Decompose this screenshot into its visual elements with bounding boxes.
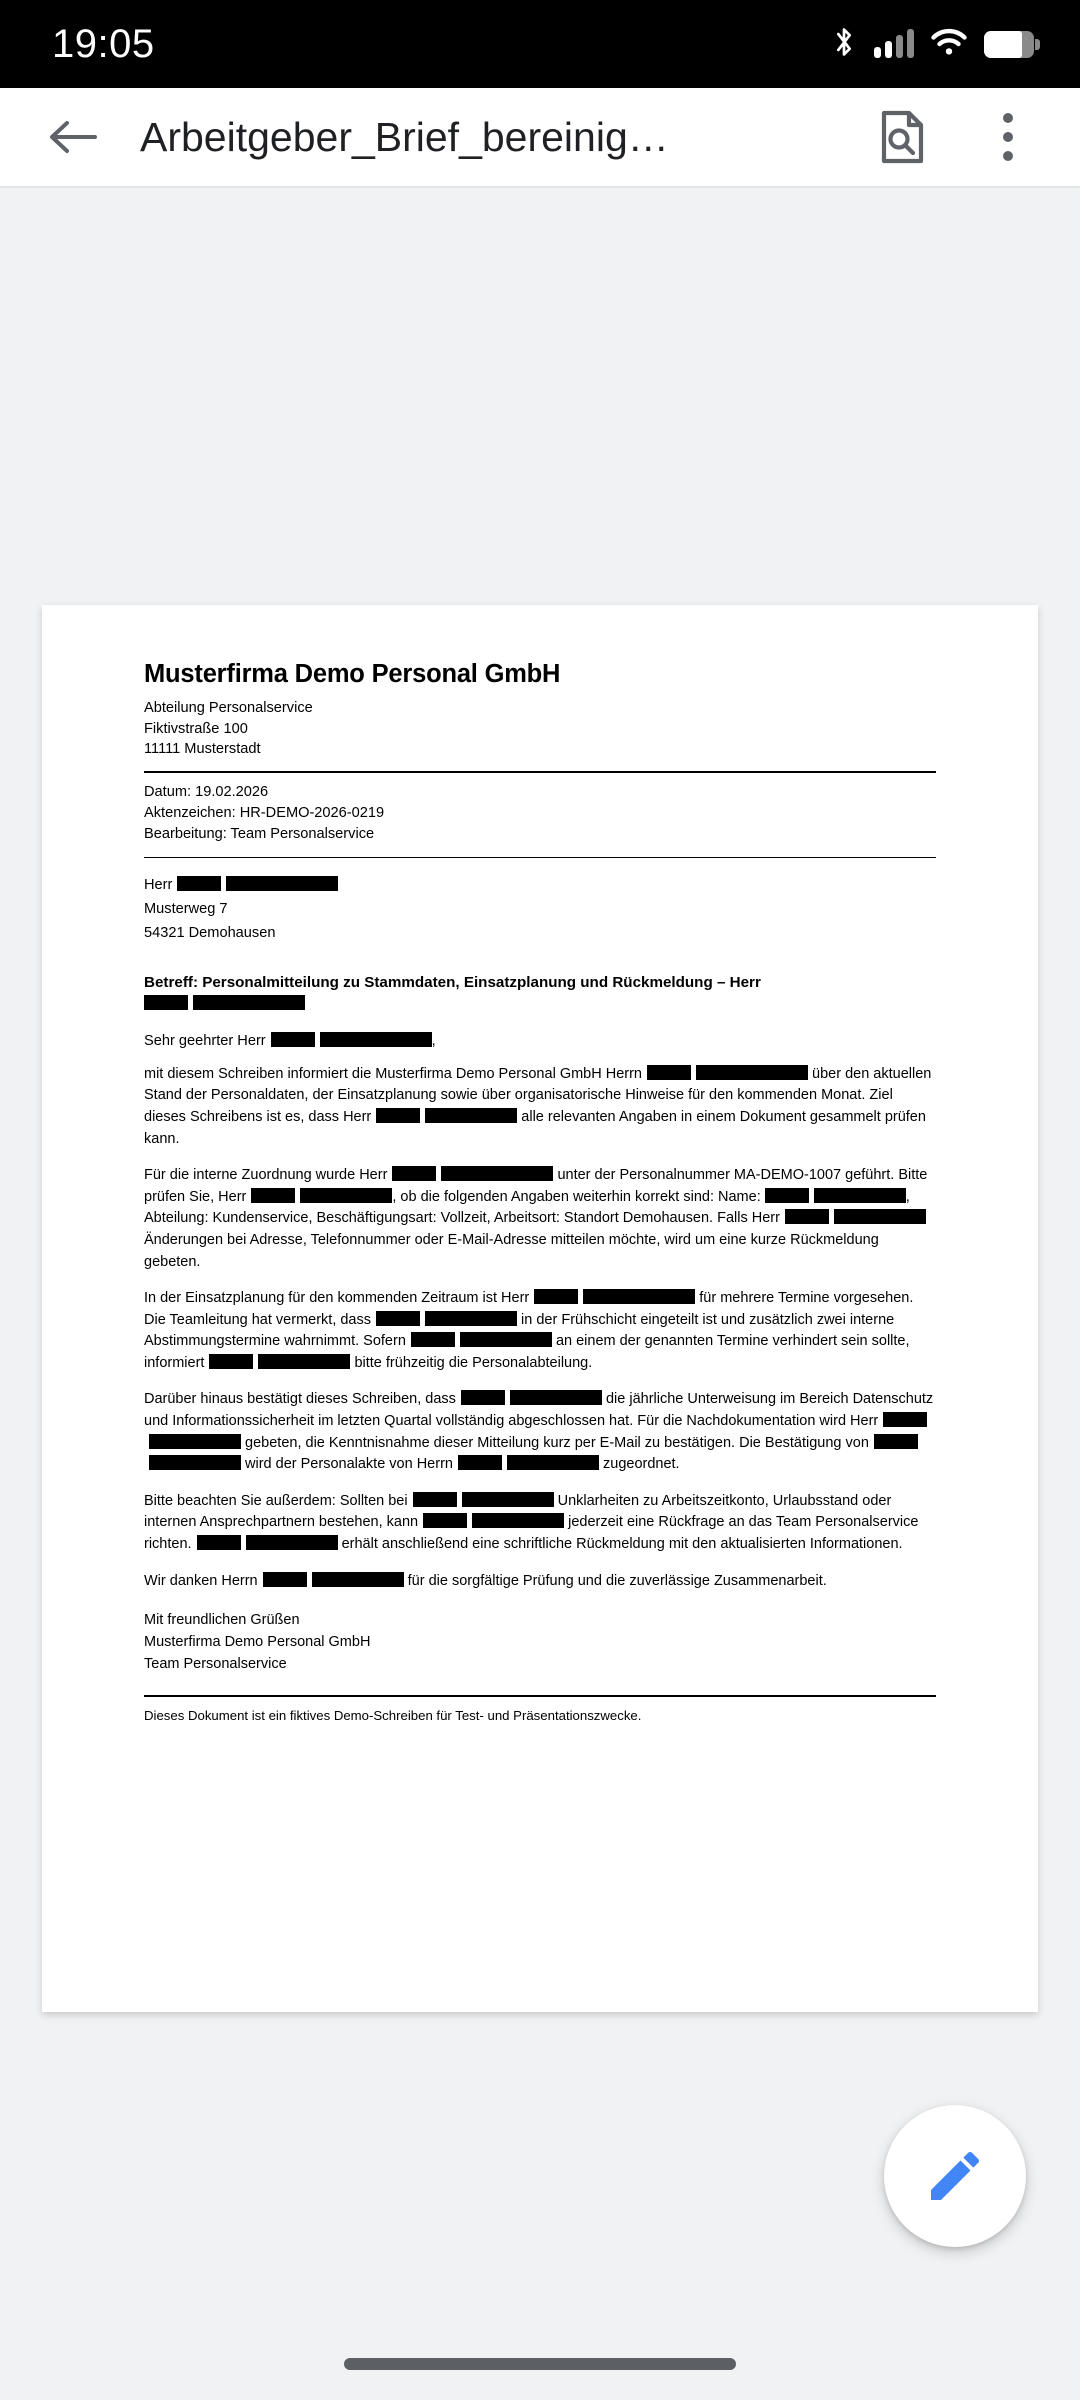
redaction-bar bbox=[193, 995, 305, 1010]
redaction-bar bbox=[197, 1535, 241, 1550]
status-time: 19:05 bbox=[52, 21, 155, 66]
redaction-bar bbox=[300, 1188, 392, 1203]
redaction-bar bbox=[149, 1455, 241, 1470]
greeting-line: Sehr geehrter Herr , bbox=[144, 1032, 436, 1049]
p4-segment-b: die jährliche Unterweisung im Bereich Datenschutz und Informationssicherheit im letzten Quartal vollständig abgeschlossen hat. Für die Nachdokumentation wird Herr bbox=[144, 1391, 934, 1430]
p4-segment-d: wird der Personalakte von Herrn bbox=[245, 1456, 453, 1473]
redaction-bar bbox=[177, 876, 221, 891]
redaction-bar bbox=[834, 1209, 926, 1224]
paragraph-6 bbox=[144, 1571, 936, 1593]
meta-divider bbox=[144, 857, 936, 858]
redaction-bar bbox=[320, 1032, 432, 1047]
overflow-menu-button[interactable] bbox=[972, 101, 1044, 173]
redaction-bar bbox=[425, 1108, 517, 1123]
redaction-bar bbox=[460, 1332, 552, 1347]
p1-segment-a: mit diesem Schreiben informiert die Musterfirma Demo Personal GmbH Herrn bbox=[144, 1065, 642, 1082]
redaction-bar bbox=[814, 1188, 906, 1203]
redaction-bar bbox=[376, 1108, 420, 1123]
document-date: Datum: 19.02.2026 bbox=[144, 783, 269, 800]
document-handler: Bearbeitung: Team Personalservice bbox=[144, 826, 375, 843]
back-arrow-icon bbox=[47, 115, 99, 159]
p3-segment-b: für mehrere Termine vorgesehen. Die Teamleitung hat vermerkt, dass bbox=[144, 1290, 914, 1328]
p5-segment-d: erhält anschließend eine schriftliche Rückmeldung mit den aktualisierten Informationen. bbox=[341, 1536, 903, 1553]
redaction-bar bbox=[785, 1209, 829, 1224]
p1-segment-c: alle relevanten Angaben in einem Dokument gesammelt prüfen kann. bbox=[144, 1108, 926, 1147]
paragraph-1 bbox=[144, 1064, 936, 1150]
p2-segment-c: , ob die folgenden Angaben weiterhin korrekt sind: Name: bbox=[392, 1188, 761, 1205]
recipient-name-line bbox=[144, 874, 936, 898]
document-viewer[interactable] bbox=[0, 188, 1080, 2400]
redaction-bar bbox=[458, 1455, 502, 1470]
p4-segment-a: Darüber hinaus bestätigt dieses Schreiben, dass bbox=[144, 1391, 456, 1408]
closing-line-2: Musterfirma Demo Personal GmbH bbox=[144, 1634, 371, 1651]
redaction-bar bbox=[883, 1412, 927, 1427]
p6-segment-b: für die sorgfältige Prüfung und die zuverlässige Zusammenarbeit. bbox=[407, 1572, 827, 1589]
p6-segment-a: Wir danken Herrn bbox=[144, 1572, 258, 1589]
redaction-bar bbox=[413, 1492, 457, 1507]
redaction-bar bbox=[312, 1572, 404, 1587]
p2-segment-d: , Abteilung: Kundenservice, Beschäftigungsart: Vollzeit, Arbeitsort: Standort Demohausen. Falls Herr bbox=[144, 1188, 910, 1227]
redaction-bar bbox=[647, 1065, 691, 1080]
letterhead-street: Fiktivstraße 100 bbox=[144, 720, 248, 737]
redaction-bar bbox=[251, 1188, 295, 1203]
redaction-bar bbox=[411, 1332, 455, 1347]
redaction-bar bbox=[246, 1535, 338, 1550]
subject-text: Betreff: Personalmitteilung zu Stammdaten, Einsatzplanung und Rückmeldung – Herr bbox=[144, 973, 761, 991]
redaction-bar bbox=[510, 1390, 602, 1405]
p2-segment-e: Änderungen bei Adresse, Telefonnummer oder E-Mail-Adresse mitteilen möchte, wird um eine kurze Rückmeldung gebeten. bbox=[144, 1231, 879, 1270]
recipient-street: Musterweg 7 bbox=[144, 900, 228, 917]
redaction-bar bbox=[144, 995, 188, 1010]
redaction-bar bbox=[583, 1289, 695, 1304]
battery-icon bbox=[984, 31, 1034, 58]
paragraph-4 bbox=[144, 1389, 936, 1475]
p5-segment-a: Bitte beachten Sie außerdem: Sollten bei bbox=[144, 1492, 408, 1509]
redaction-bar bbox=[441, 1166, 553, 1181]
redaction-bar bbox=[462, 1492, 554, 1507]
letterhead-city: 11111 Musterstadt bbox=[144, 741, 261, 758]
recipient-salutation: Herr bbox=[144, 876, 173, 893]
closing-line-1: Mit freundlichen Grüßen bbox=[144, 1612, 300, 1629]
redaction-bar bbox=[507, 1455, 599, 1470]
redaction-bar bbox=[263, 1572, 307, 1587]
redaction-bar bbox=[226, 876, 338, 891]
redaction-bar bbox=[425, 1311, 517, 1326]
status-bar bbox=[0, 0, 1080, 88]
edit-fab[interactable] bbox=[884, 2105, 1026, 2247]
footer-divider bbox=[144, 1695, 936, 1696]
p3-segment-e: bitte frühzeitig die Personalabteilung. bbox=[354, 1354, 593, 1371]
document-search-icon bbox=[875, 108, 929, 166]
redaction-bar bbox=[534, 1289, 578, 1304]
paragraph-5 bbox=[144, 1491, 936, 1556]
pencil-icon bbox=[923, 2144, 987, 2208]
redaction-bar bbox=[461, 1390, 505, 1405]
p1-segment-b: über den aktuellen Stand der Personaldaten, der Einsatzplanung sowie über organisatorische Hinweise für den kommenden Monat. Ziel dieses Schreibens ist es, dass Herr bbox=[144, 1065, 932, 1125]
redaction-bar bbox=[423, 1513, 467, 1528]
p3-segment-a: In der Einsatzplanung für den kommenden Zeitraum ist Herr bbox=[144, 1290, 530, 1307]
letterhead-divider bbox=[144, 771, 936, 773]
p3-segment-c: in der Frühschicht eingeteilt ist und zusätzlich zwei interne Abstimmungstermine wahrnimmt. Sofern bbox=[144, 1311, 895, 1350]
document-title: Arbeitgeber_Brief_bereinig… bbox=[140, 113, 669, 160]
paragraph-3 bbox=[144, 1288, 936, 1374]
redaction-bar bbox=[149, 1434, 241, 1449]
redaction-bar bbox=[472, 1513, 564, 1528]
wifi-icon bbox=[930, 27, 968, 62]
redaction-bar bbox=[209, 1354, 253, 1369]
p5-segment-b: Unklarheiten zu Arbeitszeitkonto, Urlaubsstand oder internen Ansprechpartnern bestehen, kann bbox=[144, 1492, 892, 1531]
kebab-menu-icon bbox=[1003, 113, 1013, 161]
document-reference: Aktenzeichen: HR-DEMO-2026-0219 bbox=[144, 805, 385, 822]
redaction-bar bbox=[874, 1434, 918, 1449]
paragraph-2 bbox=[144, 1165, 936, 1273]
app-toolbar bbox=[0, 88, 1080, 186]
p4-segment-c: gebeten, die Kenntnisnahme dieser Mitteilung kurz per E-Mail zu bestätigen. Die Bestätigung von bbox=[245, 1434, 869, 1451]
redaction-bar bbox=[765, 1188, 809, 1203]
gesture-navigation-bar[interactable] bbox=[344, 2358, 736, 2370]
toolbar-actions bbox=[866, 101, 1044, 173]
recipient-city: 54321 Demohausen bbox=[144, 924, 276, 941]
redaction-bar bbox=[392, 1166, 436, 1181]
cellular-signal-icon bbox=[874, 30, 914, 58]
closing-block bbox=[144, 1609, 936, 1675]
document-page bbox=[42, 605, 1038, 2012]
redaction-bar bbox=[376, 1311, 420, 1326]
recipient-address bbox=[144, 874, 936, 946]
closing-line-3: Team Personalservice bbox=[144, 1656, 287, 1673]
redaction-bar bbox=[258, 1354, 350, 1369]
status-icon-group bbox=[830, 25, 1034, 64]
greeting-text: Sehr geehrter Herr bbox=[144, 1032, 266, 1049]
document-footnote: Dieses Dokument ist ein fiktives Demo-Schreiben für Test- und Präsentationszwecke. bbox=[144, 1707, 642, 1723]
subject-line bbox=[144, 972, 936, 1015]
back-button[interactable] bbox=[34, 98, 112, 176]
redaction-bar bbox=[271, 1032, 315, 1047]
p3-segment-d: an einem der genannten Termine verhindert sein sollte, informiert bbox=[144, 1333, 910, 1371]
p4-segment-e: zugeordnet. bbox=[603, 1456, 680, 1473]
letterhead-department: Abteilung Personalservice bbox=[144, 700, 313, 716]
bluetooth-icon bbox=[830, 25, 858, 64]
redaction-bar bbox=[696, 1065, 808, 1080]
p2-segment-a: Für die interne Zuordnung wurde Herr bbox=[144, 1167, 388, 1184]
letterhead-company: Musterfirma Demo Personal GmbH bbox=[144, 660, 561, 688]
p2-segment-b: unter der Personalnummer MA-DEMO-1007 geführt. Bitte prüfen Sie, Herr bbox=[144, 1167, 928, 1205]
find-in-document-button[interactable] bbox=[866, 101, 938, 173]
p5-segment-c: jederzeit eine Rückfrage an das Team Personalservice richten. bbox=[144, 1514, 919, 1553]
